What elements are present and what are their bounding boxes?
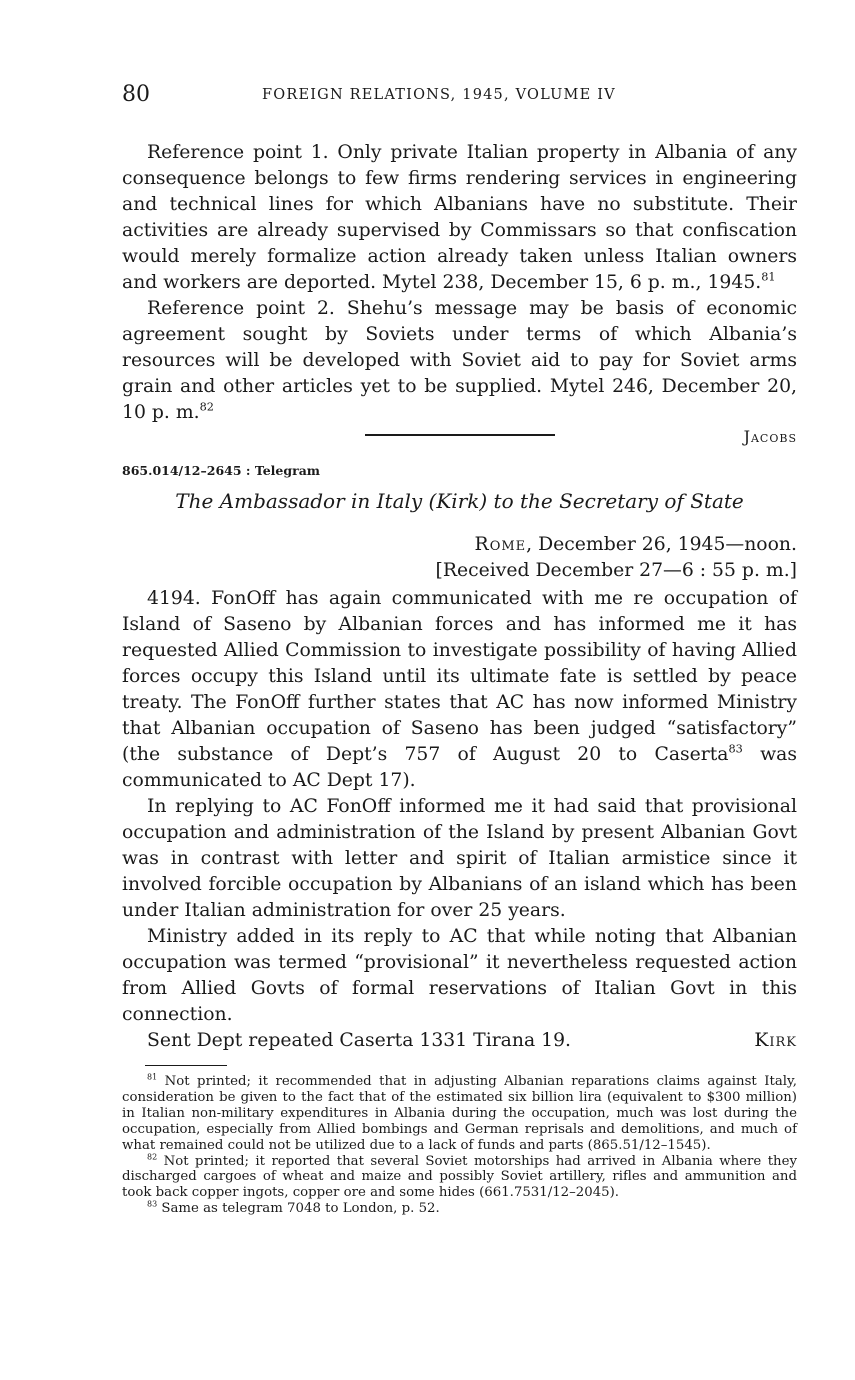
footnote-82: $^{82}$ Not printed; it reported that several Soviet motorships had arrived in Albania where they discharged cargoes of wheat and maize and possibly Soviet artillery, rifles and ammunition and took back copper ingots, copper ore and some hides (661.7531/12–2045). bbox=[122, 1152, 797, 1201]
footnote-ref-82[interactable]: 82 bbox=[199, 400, 214, 414]
paragraph-reference-point-1: Reference point 1. Only private Italian property in Albania of any consequence belongs to few firms rendering services in engineering and technical lines for which Albanians have no substitute. Their activities are already supervised by Commissars so that confiscation would merely formalize action already taken unless Italian owners and workers are deported. Mytel 238, December 15, 6 p. m., 1945.81 bbox=[122, 142, 797, 293]
footnote-rule bbox=[145, 1065, 227, 1066]
paragraph-replying: In replying to AC FonOff informed me it had said that provisional occupation and administration of the Island by present Albanian Govt was in contrast with letter and spirit of Italian armistice since it involved forcible occupation by Albanians of an island which has been under Italian administration for over 25 years. bbox=[122, 796, 797, 921]
file-reference: 865.014/12–2645 : Telegram bbox=[122, 463, 321, 478]
paragraph-ministry: Ministry added in its reply to AC that while noting that Albanian occupation was termed “provisional” it nevertheless requested action from Allied Govts of formal reservations of Italian Govt in this connection. bbox=[122, 926, 797, 1025]
paragraph-4194: 4194. FonOff has again communicated with me re occupation of Island of Saseno by Albanian forces and has informed me it has requested Allied Commission to investigate possibility of having Allied forces occupy this Island until its ultimate fate is settled by peace treaty. The FonOff further states that AC has now informed Ministry that Albanian occupation of Saseno has been judged “satisfactory” (the substance of Dept’s 757 of August 20 to Caserta$^{83}$ was communicated to AC Dept 17). bbox=[122, 588, 797, 791]
signature-jacobs: Jacobs bbox=[743, 427, 797, 446]
received-line: [Received December 27—6 : 55 p. m.] bbox=[435, 560, 797, 581]
sent-line bbox=[122, 1028, 797, 1054]
footnote-83: $^{83}$ Same as telegram 7048 to London, p. 52. bbox=[147, 1199, 440, 1217]
running-head-title: FOREIGN RELATIONS, 1945, VOLUME IV bbox=[262, 87, 616, 103]
paragraph-reference-point-2: Reference point 2. Shehu’s message may be basis of economic agreement sought by Soviets under terms of which Albania’s resources will be developed with Soviet aid to pay for Soviet arms grain and other articles yet to be supplied. Mytel 246, December 20, 10 p. m.$^{82}$ bbox=[122, 298, 797, 423]
previous-document-tail bbox=[122, 140, 797, 446]
footnote-number: 83 bbox=[147, 1199, 158, 1209]
dateline-date: , December 26, 1945—noon. bbox=[526, 534, 797, 555]
signature-kirk: Kirk bbox=[754, 1030, 797, 1051]
running-head bbox=[122, 82, 797, 110]
document-title: The Ambassador in Italy (Kirk) to the Secretary of State bbox=[175, 489, 744, 513]
footnote-number: 81 bbox=[147, 1072, 158, 1082]
footnote-ref-83[interactable]: 83 bbox=[728, 742, 743, 756]
footnote-ref-81[interactable]: 81 bbox=[761, 270, 776, 284]
page-number: 80 bbox=[122, 82, 150, 107]
footnote-81: $^{81}$ Not printed; it recommended that in adjusting Albanian reparations claims against Italy, consideration be given to the fact that of the estimated six billion lira (equivalent to $300 million) in Italian non-military expenditures in Albania during the occupation, much was lost during the occupation, especially from Allied bombings and German reprisals and demolitions, and much of what remained could not be utilized due to a lack of funds and parts (865.51/12–1545). bbox=[122, 1072, 797, 1153]
dateline-place: Rome bbox=[474, 534, 527, 555]
sent-line-text: Sent Dept repeated Caserta 1331 Tirana 19. bbox=[147, 1030, 572, 1051]
dateline bbox=[436, 532, 797, 584]
telegram-body bbox=[122, 586, 797, 1054]
section-divider bbox=[365, 434, 555, 436]
footnotes bbox=[122, 1074, 797, 1217]
footnote-number: 82 bbox=[147, 1152, 158, 1162]
